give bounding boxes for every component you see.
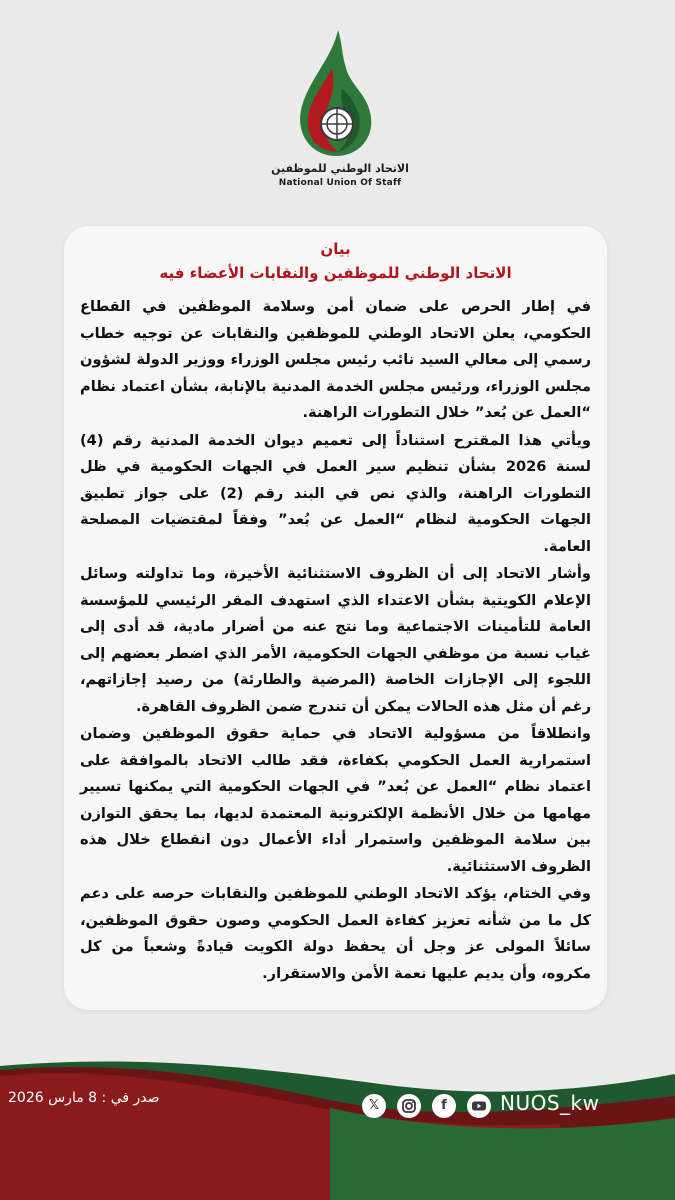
logo-area (0, 28, 675, 198)
statement-card (64, 226, 607, 1010)
paragraph: وانطلاقاً من مسؤولية الاتحاد في حماية حقوق الموظفين وضمان استمرارية العمل الحكومي بكفاءة، فقد طالب الاتحاد بالموافقة على اعتماد نظام “العمل عن بُعد” في الجهات الحكومية التي يمكنها تسيير مهامها من خلال الأنظمة الإلكترونية المعتمدة لديها، بما يحقق التوازن بين سلامة الموظفين واستمرار أداء الأعمال دون انقطاع خلال هذه الظروف الاستثنائية. (80, 725, 591, 875)
x-icon[interactable]: 𝕏 (362, 1094, 386, 1118)
statement-subheading: الاتحاد الوطني للموظفين والنقابات الأعضاء فيه (159, 264, 512, 282)
logo-text-arabic: الاتحاد الوطني للموظفين (271, 162, 409, 175)
paragraph: وفي الختام، يؤكد الاتحاد الوطني للموظفين والنقابات حرصه على دعم كل ما من شأنه تعزيز كفاءة العمل الحكومي وصون حقوق الموظفين، سائلاً المولى عز وجل أن يحفظ دولة الكويت قيادةً وشعباً من كل مكروه، وأن يديم عليها نعمة الأمن والاستقرار. (80, 885, 591, 982)
paragraph: في إطار الحرص على ضمان أمن وسلامة الموظفين في القطاع الحكومي، يعلن الاتحاد الوطني للموظفين والنقابات عن توجيه خطاب رسمي إلى معالي السيد نائب رئيس مجلس الوزراء ووزير الدولة لشؤون مجلس الوزراء، ورئيس مجلس الخدمة المدنية بالإنابة، بشأن اعتماد نظام “العمل عن بُعد” خلال التطورات الراهنة. (80, 298, 591, 421)
paragraph: ويأتي هذا المقترح استناداً إلى تعميم ديوان الخدمة المدنية رقم (4) لسنة 2026 بشأن تنظيم سير العمل في الجهات الحكومية في ظل التطورات الراهنة، والذي نص في البند رقم (2) على جواز تطبيق الجهات الحكومية لنظام “العمل عن بُعد” وفقاً لمقتضيات المصلحة العامة. (80, 431, 592, 555)
statement-body (80, 294, 591, 988)
footer-wave (0, 1048, 675, 1200)
paragraph: وأشار الاتحاد إلى أن الظروف الاستثنائية الأخيرة، وما تداولته وسائل الإعلام الكويتية بشأن الاعتداء الذي استهدف المقر الرئيسي للمؤسسة العامة للتأمينات الاجتماعية وما نتج عنه من أضرار مادية، قد أدى إلى غياب نسبة من موظفي الجهات الحكومية، الأمر الذي اضطر بعضهم إلى اللجوء إلى الإجازات الخاصة (المرضية والطارئة) من رصيد إجازاتهم، رغم أن مثل هذه الحالات يمكن أن تندرج ضمن الظروف القاهرة. (80, 565, 591, 715)
social-handle[interactable]: NUOS_kw (500, 1091, 600, 1115)
footer (0, 1048, 675, 1200)
instagram-icon[interactable] (397, 1094, 421, 1118)
facebook-icon[interactable]: f (432, 1094, 456, 1118)
statement-heading: بيان (320, 240, 351, 258)
youtube-icon[interactable] (467, 1094, 491, 1118)
logo-text-english: National Union Of Staff (278, 178, 402, 188)
union-logo-icon (280, 28, 395, 163)
issued-date: صدر في : 8 مارس 2026 (8, 1090, 160, 1106)
